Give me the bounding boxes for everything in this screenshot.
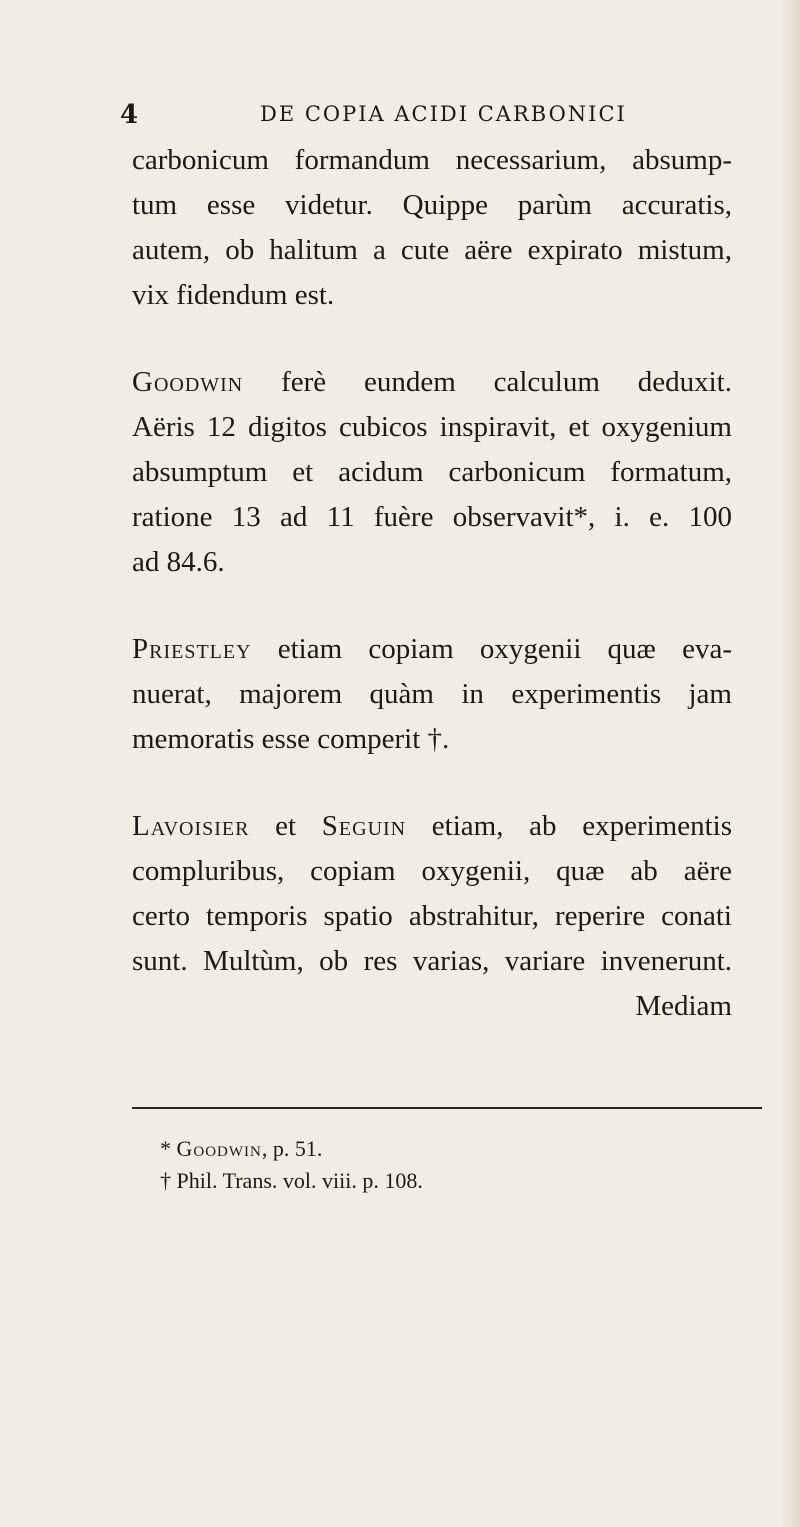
author-name: Lavoisier bbox=[132, 810, 250, 842]
text-line: sunt. Multùm, ob res varias, variare invenerunt. bbox=[132, 945, 732, 977]
text-line bbox=[132, 627, 732, 672]
main-text bbox=[132, 138, 732, 1071]
text-line: ratione 13 ad 11 fuère observavit*, i. e. 100 bbox=[132, 501, 732, 533]
text-line bbox=[132, 804, 732, 849]
footnote-rule bbox=[132, 1107, 762, 1109]
text-line: autem, ob halitum a cute aëre expirato mistum, bbox=[132, 234, 732, 266]
page-number: 4 bbox=[120, 100, 139, 130]
text-line: tum esse videtur. Quippe parùm accuratis, bbox=[132, 189, 732, 221]
paragraph-2 bbox=[132, 360, 732, 585]
footnote-1 bbox=[160, 1133, 720, 1165]
footnote-2: † Phil. Trans. vol. viii. p. 108. bbox=[160, 1168, 423, 1193]
text-fragment: etiam, ab experimentis bbox=[406, 810, 733, 842]
text-fragment: ferè eundem calculum deduxit. bbox=[243, 366, 732, 398]
footnote-author: Goodwin bbox=[176, 1136, 262, 1161]
text-line bbox=[132, 360, 732, 405]
text-line: nuerat, majorem quàm in experimentis jam bbox=[132, 678, 732, 710]
text-line: Aëris 12 digitos cubicos inspiravit, et oxygenium bbox=[132, 411, 732, 443]
text-line: carbonicum formandum necessarium, absump- bbox=[132, 144, 732, 176]
footnotes bbox=[160, 1133, 720, 1197]
text-line: compluribus, copiam oxygenii, quæ ab aëre bbox=[132, 855, 732, 887]
text-line: certo temporis spatio abstrahitur, reperire conati bbox=[132, 900, 732, 932]
paragraph-3 bbox=[132, 627, 732, 762]
page-header bbox=[120, 100, 720, 140]
catchword: Mediam bbox=[635, 990, 732, 1022]
paragraph-4 bbox=[132, 804, 732, 1029]
text-line: vix fidendum est. bbox=[132, 279, 335, 311]
text-line: memoratis esse comperit †. bbox=[132, 723, 450, 755]
text-line: ad 84.6. bbox=[132, 546, 225, 578]
author-name: Seguin bbox=[321, 810, 407, 842]
footnote-mark: * bbox=[160, 1136, 171, 1161]
running-title: DE COPIA ACIDI CARBONICI bbox=[260, 102, 627, 126]
paragraph-1 bbox=[132, 138, 732, 318]
text-line: absumptum et acidum carbonicum formatum, bbox=[132, 456, 732, 488]
text-fragment: etiam copiam oxygenii quæ eva- bbox=[251, 633, 732, 665]
author-name: Goodwin bbox=[132, 366, 244, 398]
footnote-citation: , p. 51. bbox=[261, 1136, 323, 1161]
text-fragment: et bbox=[249, 810, 322, 842]
author-name: Priestley bbox=[132, 633, 252, 665]
page-edge-shadow bbox=[780, 0, 800, 1527]
